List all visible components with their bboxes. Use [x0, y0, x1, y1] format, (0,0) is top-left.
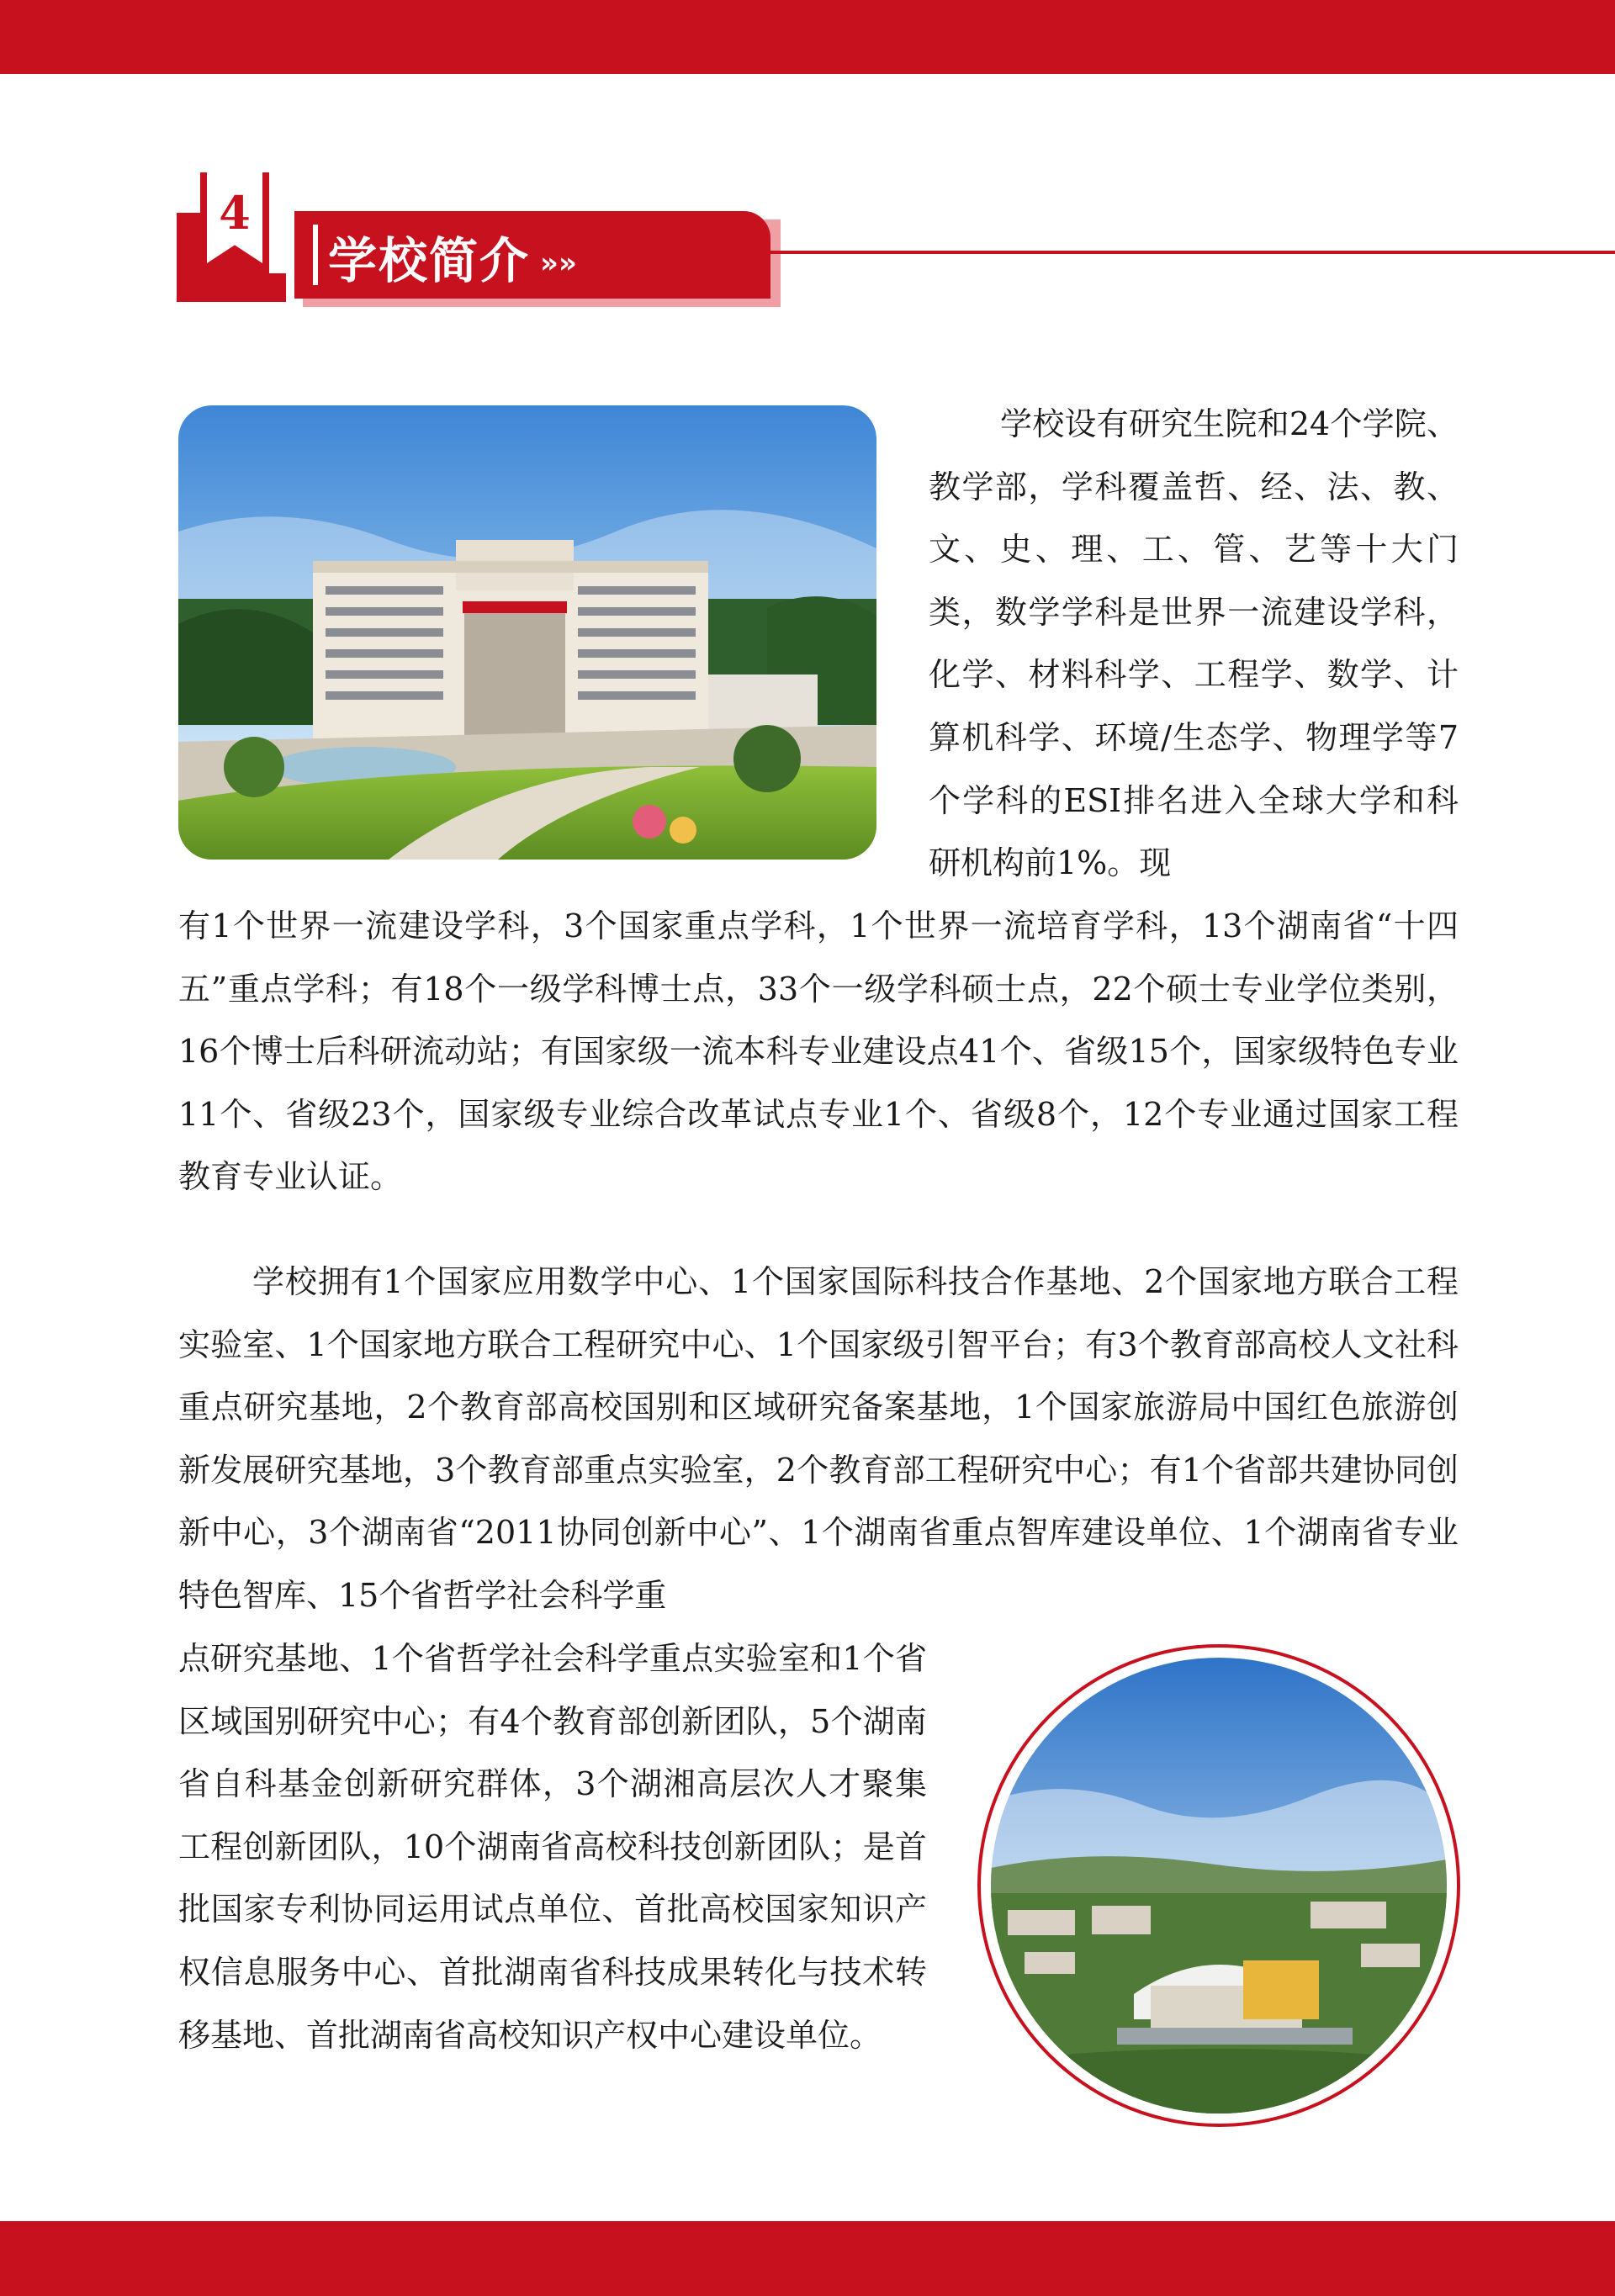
double-chevron-icon: »»: [540, 246, 577, 280]
section-header: [177, 172, 1497, 307]
header-red-base: [177, 273, 286, 302]
intro-paragraph-2-part-a: 学校拥有1个国家应用数学中心、1个国家国际科技合作基地、2个国家地方联合工程实验室、1个国家地方联合工程研究中心、1个国家级引智平台；有3个教育部高校人文社科重点研究基地，2个教育部高校国别和区域研究备案基地，1个国家旅游局中国红色旅游创新发展研究基地，3个教育部重点实验室，2个教育部工程研究中心；有1个省部共建协同创新中心，3个湖南省“2011协同创新中心”、1个湖南省重点智库建设单位、1个湖南省专业特色智库、15个省哲学社会科学重: [178, 1263, 1459, 1614]
header-divider: [313, 225, 318, 285]
bottom-red-band: [0, 2221, 1615, 2296]
top-red-band: [0, 0, 1615, 74]
section-title: 学校简介: [328, 232, 531, 289]
intro-paragraph-1-part-b: 有1个世界一流建设学科，3个国家重点学科，1个世界一流培育学科，13个湖南省“十四五”重点学科；有18个一级学科博士点，33个一级学科硕士点，22个硕士专业学位类别，16个博士后科研流动站；有国家级一流本科专业建设点41个、省级15个，国家级特色专业11个、省级23个，国家级专业综合改革试点专业1个、省级8个，12个专业通过国家工程教育专业认证。: [178, 907, 1459, 1196]
section-number: 4: [219, 186, 251, 240]
intro-paragraph-2-part-b: 点研究基地、1个省哲学社会科学重点实验室和1个省区域国别研究中心；有4个教育部创新团队，5个湖南省自科基金创新研究群体，3个湖湘高层次人才聚集工程创新团队，10个湖南省高校科技创新团队；是首批国家专利协同运用试点单位、首批高校国家知识产权信息服务中心、首批湖南省科技成果转化与技术转移基地、首批湖南省高校知识产权中心建设单位。: [178, 1640, 927, 2054]
campus-aerial-photo: [991, 1658, 1447, 2113]
intro-paragraph-1-part-a: 学校设有研究生院和24个学院、教学部，学科覆盖哲、经、法、教、文、史、理、工、管、艺等十大门类，数学学科是世界一流建设学科，化学、材料科学、工程学、数学、计算机科学、环境/生态学、物理学等7个学科的ESI排名进入全球大学和科研机构前1%。现: [929, 405, 1459, 882]
header-rule: [770, 251, 1615, 254]
campus-main-building-photo: [178, 405, 876, 860]
